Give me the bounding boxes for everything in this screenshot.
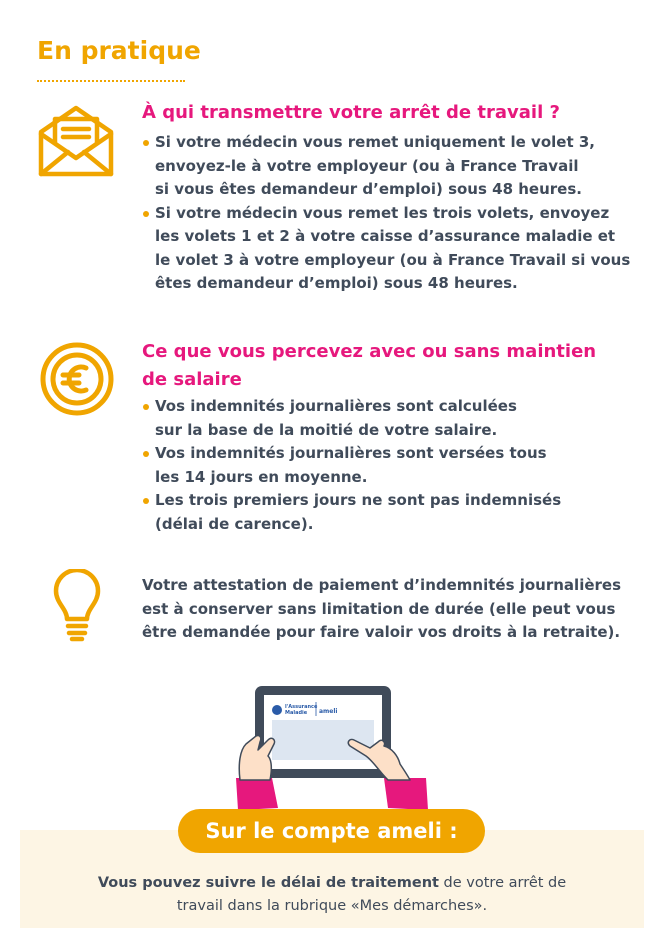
title-underline: [37, 80, 185, 82]
list-item: Si votre médecin vous remet les trois volets, envoyez les volets 1 et 2 à votre caisse d’assurance maladie et le volet 3 à votre employeur (ou à France Travail si vous êtes demandeur d’emploi) sous 48 heures.: [142, 202, 642, 296]
attestation-text: Votre attestation de paiement d’indemnités journalières est à conserver sans limitation de durée (elle peut vous être demandée pour faire valoir vos droits à la retraite).: [142, 576, 622, 641]
ameli-info-text: Vous pouvez suivre le délai de traitement de votre arrêt de travail dans la rubrique «Mes démarches».: [97, 875, 567, 914]
lightbulb-icon: [52, 569, 102, 645]
bullet-list: [142, 131, 642, 296]
envelope-icon: [37, 104, 115, 178]
list-item: Vos indemnités journalières sont calculées sur la base de la moitié de votre salaire.: [142, 395, 642, 442]
section-title: Ce que vous percevez avec ou sans maintien de salaire: [142, 341, 597, 390]
section-attestation: [142, 574, 642, 645]
bullet-list: [142, 395, 642, 536]
tablet-logo-line1: l'Assurance: [285, 704, 318, 710]
section-title: À qui transmettre votre arrêt de travail ?: [142, 102, 560, 123]
list-item: Si votre médecin vous remet uniquement le volet 3, envoyez-le à votre employeur (ou à France Travail si vous êtes demandeur d’emploi) sous 48 heures.: [142, 131, 642, 202]
euro-icon: [39, 341, 115, 417]
section-salary: [142, 338, 642, 536]
tablet-illustration: [228, 684, 438, 814]
page-title: En pratique: [37, 36, 201, 65]
list-item: Les trois premiers jours ne sont pas indemnisés (délai de carence).: [142, 489, 642, 536]
tablet-logo-line2: Maladie: [285, 710, 308, 716]
section-transmission: [142, 99, 642, 296]
tablet-brand: ameli: [319, 708, 338, 715]
list-item: Vos indemnités journalières sont versées tous les 14 jours en moyenne.: [142, 442, 642, 489]
compte-ameli-label: Sur le compte ameli :: [178, 809, 485, 853]
